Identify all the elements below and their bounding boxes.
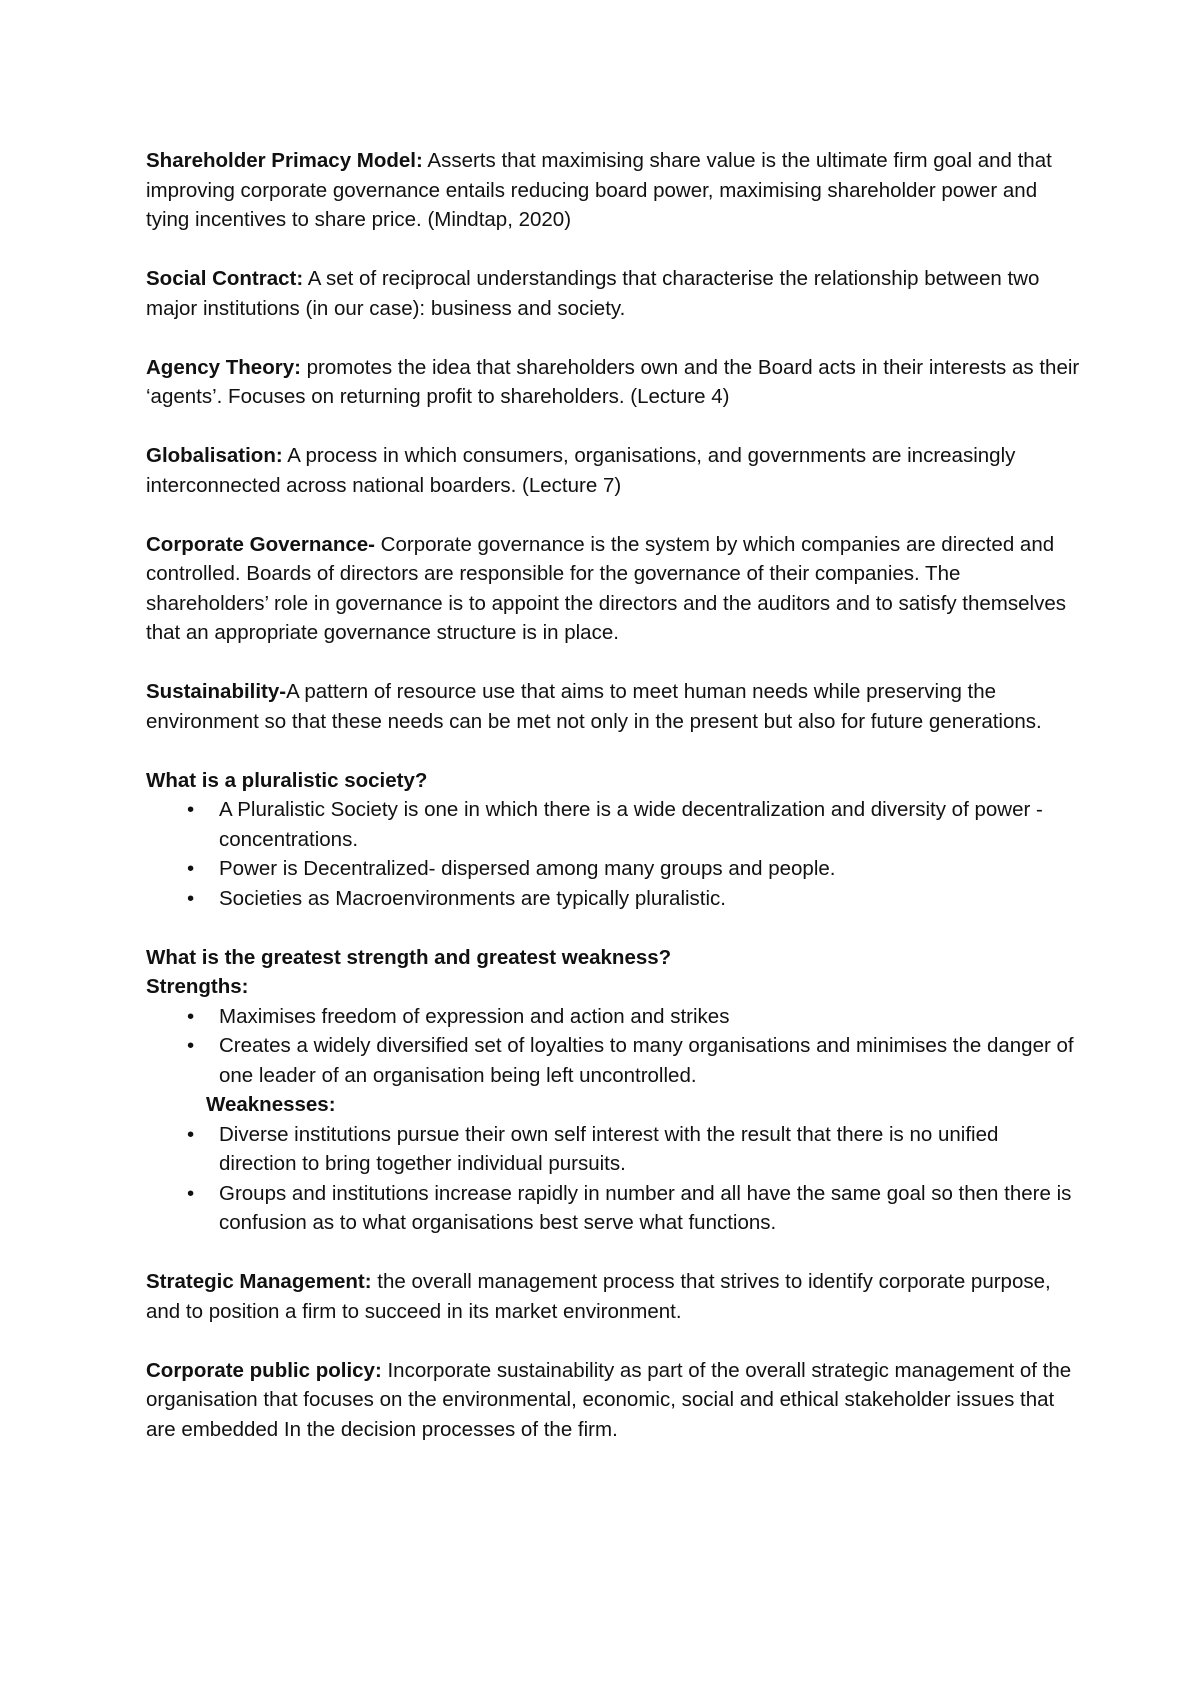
strengths-label: Strengths: bbox=[146, 975, 249, 998]
definition-text: A set of reciprocal understandings that characterise the relationship between two major institutions (in our case): business and society. bbox=[146, 267, 1040, 320]
definition-text: Corporate governance is the system by which companies are directed and controlled. Boards of directors are responsible for the governance of their companies. The shareholders’ role in governance is to appoint the directors and the auditors and to satisfy themselves that an appropriate governance structure is in place. bbox=[146, 532, 1066, 644]
definition-sustainability bbox=[146, 677, 1080, 736]
definition-social-contract bbox=[146, 264, 1080, 323]
weaknesses-label: Weaknesses: bbox=[206, 1093, 336, 1116]
weaknesses-list bbox=[146, 1120, 1080, 1238]
definition-corporate-governance bbox=[146, 530, 1080, 648]
bullet-icon: • bbox=[187, 1122, 195, 1146]
definition-strategic-management bbox=[146, 1267, 1080, 1326]
definition-globalisation bbox=[146, 441, 1080, 500]
list-item-text: A Pluralistic Society is one in which there is a wide decentralization and diversity of power - concentrations. bbox=[219, 798, 1043, 851]
bullet-icon: • bbox=[187, 1004, 195, 1028]
list-item-text: Power is Decentralized- dispersed among many groups and people. bbox=[219, 857, 836, 880]
definition-agency-theory bbox=[146, 353, 1080, 412]
list-item-text: Groups and institutions increase rapidly in number and all have the same goal so then there is confusion as to what organisations best serve what functions. bbox=[219, 1181, 1072, 1234]
definition-term: Shareholder Primacy Model: bbox=[146, 149, 423, 172]
bullet-icon: • bbox=[187, 1034, 195, 1057]
definition-corporate-public-policy bbox=[146, 1356, 1080, 1445]
list-item bbox=[187, 1002, 1080, 1032]
list-item-text: Diverse institutions pursue their own self interest with the result that there is no unified direction to bring together individual pursuits. bbox=[219, 1122, 999, 1175]
bullet-icon: • bbox=[187, 857, 195, 880]
definition-text: A pattern of resource use that aims to meet human needs while preserving the environment so that these needs can be met not only in the present but also for future generations. bbox=[146, 680, 1042, 733]
definition-term: Agency Theory: bbox=[146, 355, 301, 379]
list-item bbox=[187, 884, 1080, 914]
definition-text: promotes the idea that shareholders own and the Board acts in their interests as their ‘agents’. Focuses on returning profit to shareholders. (Lecture 4) bbox=[146, 355, 1080, 408]
definition-text: the overall management process that strives to identify corporate purpose, and to position a firm to succeed in its market environment. bbox=[146, 1270, 1051, 1323]
bullet-icon: • bbox=[187, 798, 195, 821]
list-item bbox=[187, 1031, 1080, 1090]
list-item bbox=[187, 1120, 1080, 1179]
list-item-text: Creates a widely diversified set of loyalties to many organisations and minimises the danger of one leader of an organisation being left uncontrolled. bbox=[219, 1034, 1074, 1087]
definition-term: Strategic Management: bbox=[146, 1270, 372, 1293]
definition-term: Sustainability- bbox=[146, 680, 287, 703]
definition-term: Social Contract: bbox=[146, 267, 304, 290]
list-item bbox=[187, 795, 1080, 854]
list-item-text: Maximises freedom of expression and action and strikes bbox=[219, 1004, 730, 1028]
definition-shareholder-primacy bbox=[146, 146, 1080, 235]
list-item bbox=[187, 1179, 1080, 1238]
definition-term: Corporate public policy: bbox=[146, 1358, 382, 1382]
bullet-icon: • bbox=[187, 1181, 195, 1205]
spacer bbox=[146, 1238, 1080, 1268]
bullet-icon: • bbox=[187, 886, 195, 910]
list-item bbox=[187, 854, 1080, 884]
pluralistic-list bbox=[146, 795, 1080, 913]
definition-text: Asserts that maximising share value is the ultimate firm goal and that improving corporate governance entails reducing board power, maximising shareholder power and tying incentives to share price. (Mindtap, 2020) bbox=[146, 149, 1052, 231]
definition-text: A process in which consumers, organisations, and governments are increasingly interconnected across national boarders. (Lecture 7) bbox=[146, 444, 1016, 497]
definition-term: Corporate Governance- bbox=[146, 532, 375, 556]
spacer bbox=[146, 913, 1080, 943]
strength-weakness-heading: What is the greatest strength and greatest weakness? bbox=[146, 945, 672, 969]
strengths-list bbox=[146, 1002, 1080, 1091]
pluralistic-heading: What is a pluralistic society? bbox=[146, 768, 428, 792]
list-item-text: Societies as Macroenvironments are typically pluralistic. bbox=[219, 886, 727, 910]
definition-text: Incorporate sustainability as part of the overall strategic management of the organisation that focuses on the environmental, economic, social and ethical stakeholder issues that are embedded In the decision processes of the firm. bbox=[146, 1358, 1072, 1441]
definition-term: Globalisation: bbox=[146, 444, 283, 467]
